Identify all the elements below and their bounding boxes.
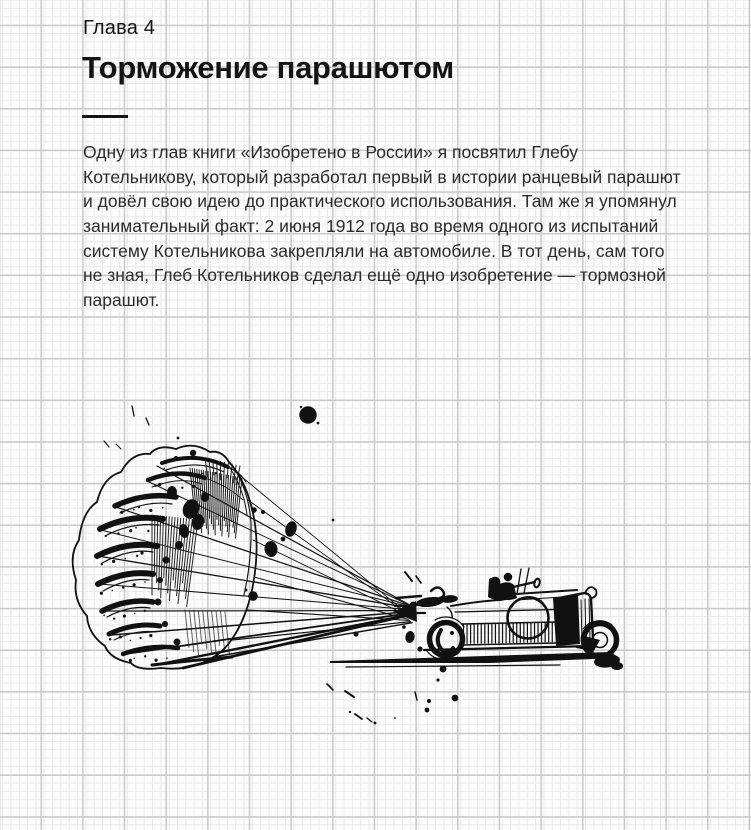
paragraph-line: парашют. (83, 290, 160, 311)
body-paragraph (83, 140, 681, 313)
paragraph-line: систему Котельникова закрепляли на автомобиле. В тот день, сам того (83, 240, 665, 261)
ground-stroke (330, 652, 620, 663)
title-rule (82, 115, 128, 118)
paragraph-line: не зная, Глеб Котельников сделал ещё одно изобретение — тормозной (83, 265, 666, 286)
illustration-parachute-car (60, 395, 660, 735)
paragraph-line: Одну из глав книги «Изобретено в России» я посвятил Глебу (83, 142, 578, 162)
parachute-canopy (73, 446, 257, 669)
chapter-label: Глава 4 (83, 17, 156, 39)
paragraph-line: и довёл свою идею до практического использования. Там же я упомянул (83, 191, 677, 212)
paragraph-line: Котельникову, который разработал первый в истории ранцевый парашют (83, 166, 681, 187)
large-ink-blot (299, 406, 316, 423)
paragraph-line: занимательный факт: 2 июня 1912 года во время одного из испытаний (83, 216, 659, 237)
page-title: Торможение парашютом (82, 50, 454, 85)
rear-wheel (427, 617, 464, 660)
front-wheel (581, 621, 623, 670)
